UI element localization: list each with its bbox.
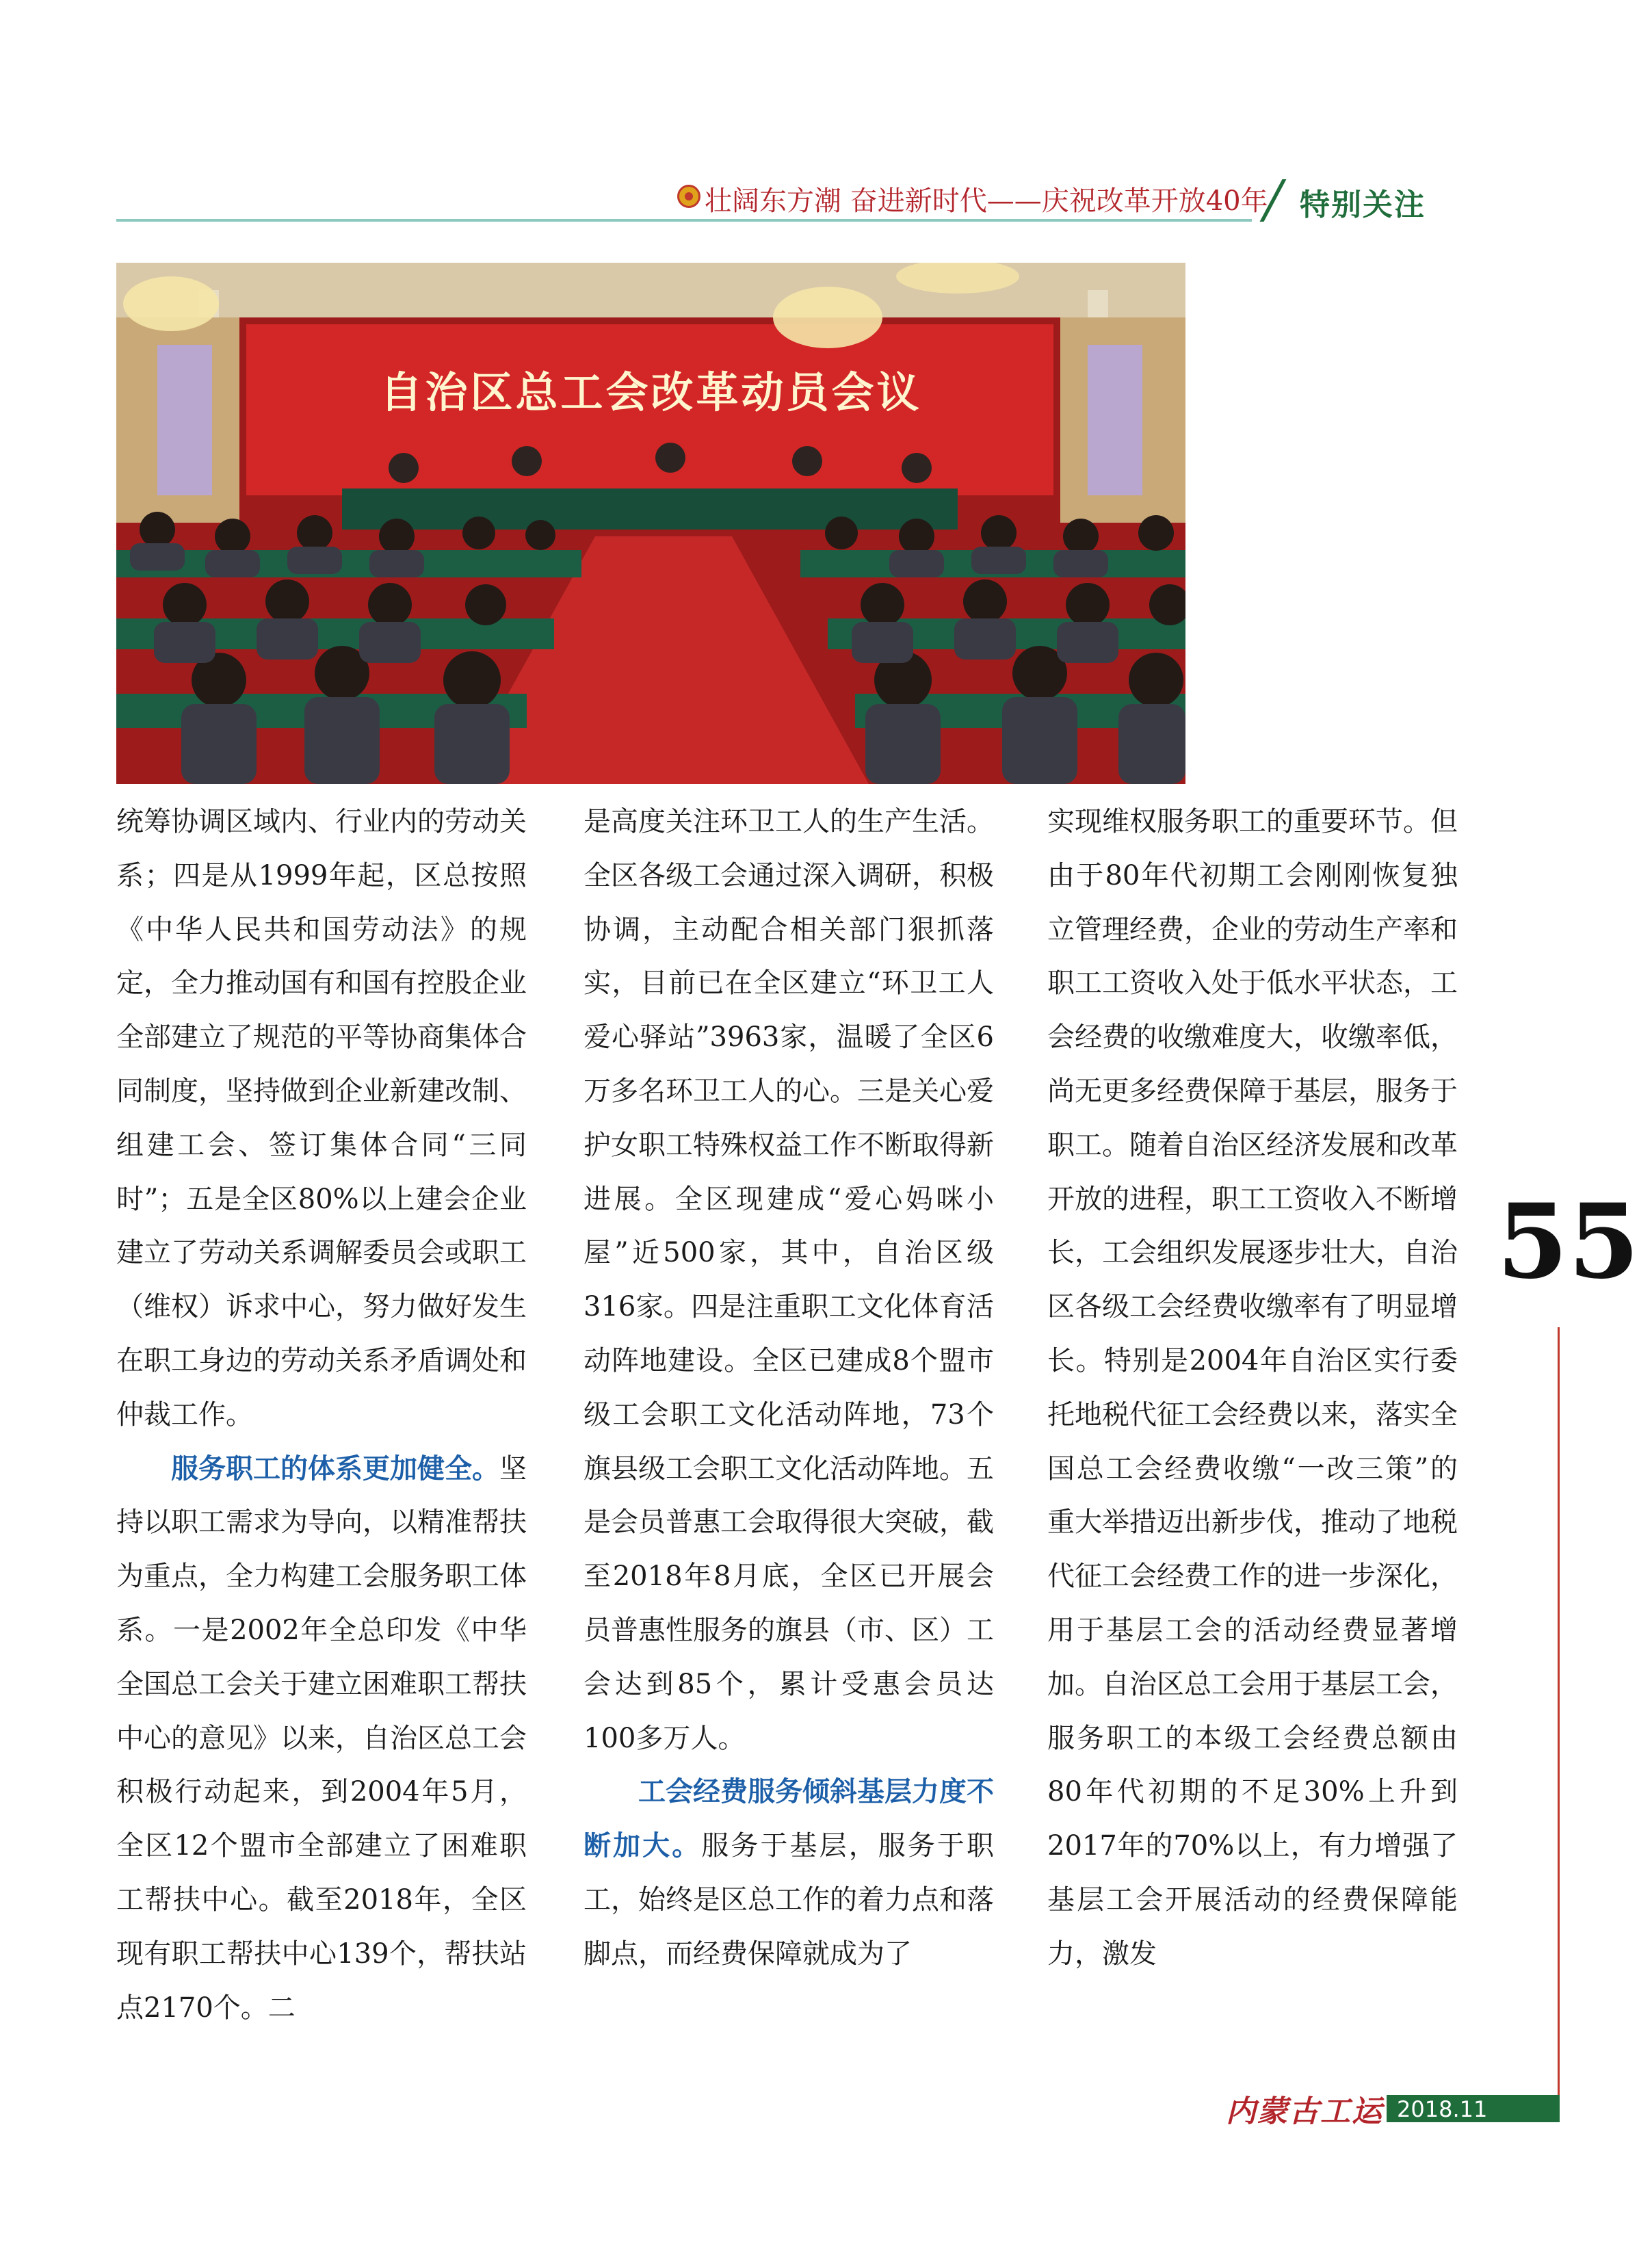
- series-title: 壮阔东方潮 奋进新时代——庆祝改革开放40年: [705, 185, 1268, 217]
- paragraph-text: 服务于基层，服务于职工，始终是区总工作的着力点和落脚点，而经费保障就成为了: [584, 1830, 995, 1970]
- paragraph-text: 坚持以职工需求为导向，以精准帮扶为重点，全力构建工会服务职工体系。一是2002年全总印发《中华全国总工会关于建立困难职工帮扶中心的意见》以来，自治区总工会积极行动起来，到2004年5月，全区12个盟市全部建立了困难职工帮扶中心。截至2018年，全区现有职工帮扶中心139个，帮扶站点2170个。二: [116, 1452, 527, 2024]
- meeting-photo: [116, 263, 1185, 784]
- text-column-1: [116, 795, 527, 2035]
- paragraph: 统筹协调区域内、行业内的劳动关系；四是从1999年起，区总按照《中华人民共和国劳动法》的规定，全力推动国有和国有控股企业全部建立了规范的平等协商集体合同制度，坚持做到企业新建改制、组建工会、签订集体合同“三同时”；五是全区80%以上建会企业建立了劳动关系调解委员会或职工（维权）诉求中心，努力做好发生在职工身边的劳动关系矛盾调处和仲裁工作。: [116, 806, 527, 1431]
- margin-rule: [1558, 1327, 1560, 2121]
- text-column-2: [584, 795, 994, 1981]
- paragraph: [116, 1442, 527, 2035]
- emblem-icon: [677, 185, 700, 208]
- page-number: 55: [1497, 1182, 1640, 1302]
- paragraph: 实现维权服务职工的重要环节。但由于80年代初期工会刚刚恢复独立管理经费，企业的劳动生产率和职工工资收入处于低水平状态，工会经费的收缴难度大，收缴率低，尚无更多经费保障于基层，服务于职工。随着自治区经济发展和改革开放的进程，职工工资收入不断增长，工会组织发展逐步壮大，自治区各级工会经费收缴率有了明显增长。特别是2004年自治区实行委托地税代征工会经费以来，落实全国总工会经费收缴“一改三策”的重大举措迈出新步伐，推动了地税代征工会经费工作的进一步深化，用于基层工会的活动经费显著增加。自治区总工会用于基层工会，服务职工的本级工会经费总额由80年代初期的不足30%上升到2017年的70%以上，有力增强了基层工会开展活动的经费保障能力，激发: [1047, 806, 1458, 1970]
- meeting-photo-illustration: [116, 263, 1185, 784]
- issue-label: 2018.11: [1397, 2096, 1488, 2122]
- section-heading: 服务职工的体系更加健全。: [171, 1452, 499, 1485]
- magazine-logo: 内蒙古工运: [1226, 2094, 1383, 2129]
- section-heading: 工会经费服务倾斜基层力度不断加大。: [584, 1776, 994, 1862]
- text-column-3: [1047, 795, 1458, 1981]
- paragraph: 是高度关注环卫工人的生产生活。全区各级工会通过深入调研，积极协调，主动配合相关部门狠抓落实，目前已在全区建立“环卫工人爱心驿站”3963家，温暖了全区6万多名环卫工人的心。三是关心爱护女职工特殊权益工作不断取得新进展。全区现建成“爱心妈咪小屋”近500家，其中，自治区级316家。四是注重职工文化体育活动阵地建设。全区已建成8个盟市级工会职工文化活动阵地，73个旗县级工会职工文化活动阵地。五是会员普惠工会取得很大突破，截至2018年8月底，全区已开展会员普惠性服务的旗县（市、区）工会达到85个，累计受惠会员达100多万人。: [584, 806, 994, 1754]
- banner-text: 自治区总工会改革动员会议: [380, 367, 922, 417]
- paragraph: [584, 1765, 994, 1981]
- section-label: 特别关注: [1300, 187, 1426, 222]
- header-rule: [116, 219, 1252, 222]
